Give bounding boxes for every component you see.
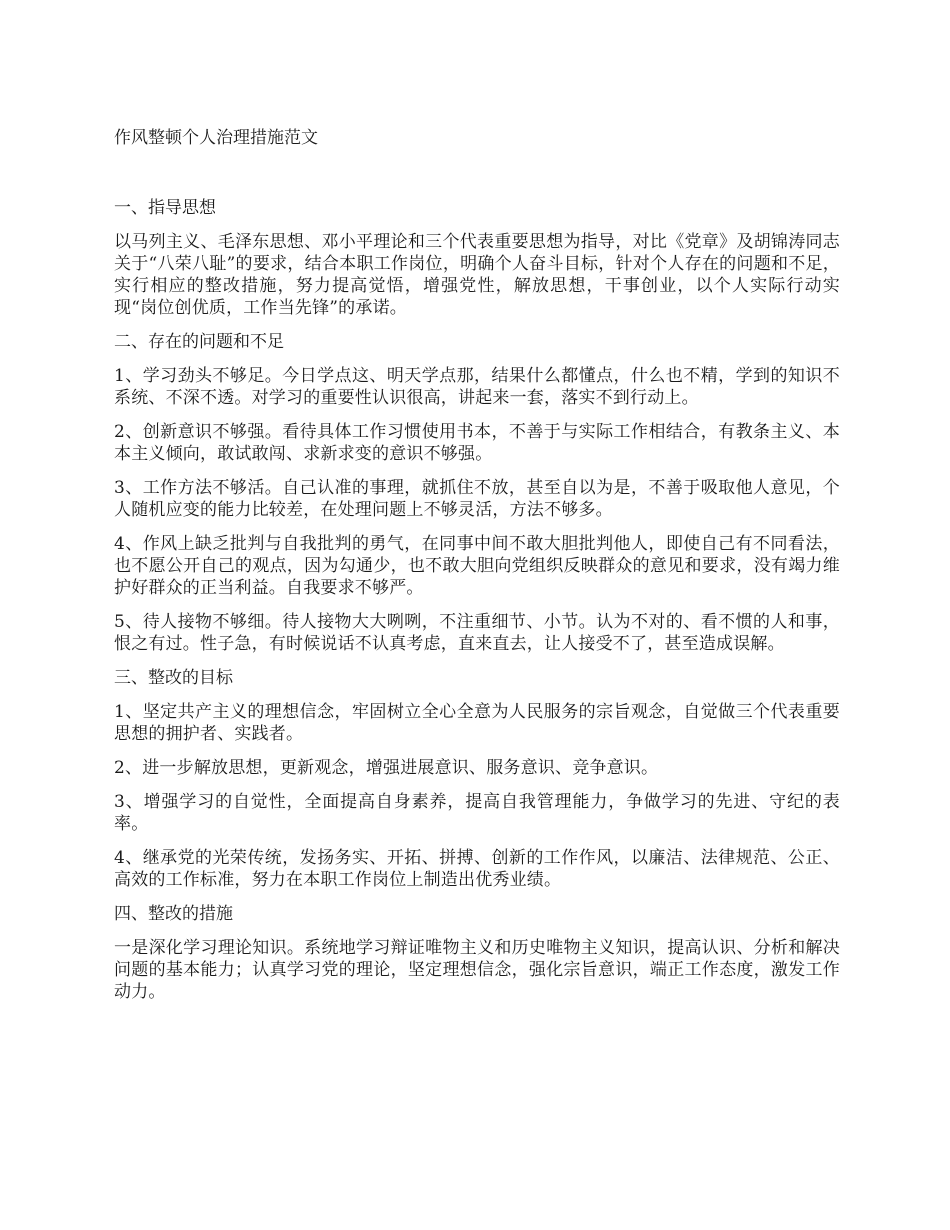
paragraph: 一是深化学习理论知识。系统地学习辩证唯物主义和历史唯物主义知识，提高认识、分析和解决问题的基本能力；认真学习党的理论，坚定理想信念，强化宗旨意识，端正工作态度，激发工作动力。 [114,938,840,1002]
paragraph: 2、创新意识不够强。看待具体工作习惯使用书本，不善于与实际工作相结合，有教条主义、本本主义倾向，敢试敢闯、求新求变的意识不够强。 [114,422,840,464]
document-body [114,197,840,1015]
section-problems [114,331,840,655]
paragraph: 以马列主义、毛泽东思想、邓小平理论和三个代表重要思想为指导，对比《党章》及胡锦涛同志关于“八荣八耻”的要求，结合本职工作岗位，明确个人奋斗目标，针对个人存在的问题和不足，实行相应的整改措施，努力提高觉悟，增强党性，解放思想，干事创业，以个人实际行动实现“岗位创优质，工作当先锋”的承诺。 [114,232,840,318]
paragraph: 1、坚定共产主义的理想信念，牢固树立全心全意为人民服务的宗旨观念，自觉做三个代表重要思想的拥护者、实践者。 [114,702,840,744]
section-measures [114,903,840,1003]
section-heading: 二、存在的问题和不足 [114,332,284,352]
paragraph: 4、继承党的光荣传统，发扬务实、开拓、拼搏、创新的工作作风，以廉洁、法律规范、公正、高效的工作标准，努力在本职工作岗位上制造出优秀业绩。 [114,848,840,890]
section-goals [114,667,840,891]
paragraph: 1、学习劲头不够足。今日学点这、明天学点那，结果什么都懂点，什么也不精，学到的知识不系统、不深不透。对学习的重要性认识很高，讲起来一套，落实不到行动上。 [114,366,840,408]
paragraph: 4、作风上缺乏批判与自我批判的勇气，在同事中间不敢大胆批判他人，即使自己有不同看法，也不愿公开自己的观点，因为勾通少，也不敢大胆向党组织反映群众的意见和要求，没有竭力维护好群众的正当利益。自我要求不够严。 [114,534,840,598]
paragraph: 5、待人接物不够细。待人接物大大咧咧，不注重细节、小节。认为不对的、看不惯的人和事，恨之有过。性子急，有时候说话不认真考虑，直来直去，让人接受不了，甚至造成误解。 [114,612,840,654]
section-heading: 四、整改的措施 [114,904,233,924]
section-heading: 三、整改的目标 [114,668,233,688]
paragraph: 3、增强学习的自觉性，全面提高自身素养，提高自我管理能力，争做学习的先进、守纪的表率。 [114,792,840,834]
paragraph: 3、工作方法不够活。自己认准的事理，就抓住不放，甚至自以为是，不善于吸取他人意见，个人随机应变的能力比较差，在处理问题上不够灵活，方法不够多。 [114,478,840,520]
document-title: 作风整顿个人治理措施范文 [114,128,318,148]
paragraph: 2、进一步解放思想，更新观念，增强进展意识、服务意识、竞争意识。 [114,758,659,778]
section-heading: 一、指导思想 [114,198,216,218]
section-guiding-ideology [114,197,840,319]
